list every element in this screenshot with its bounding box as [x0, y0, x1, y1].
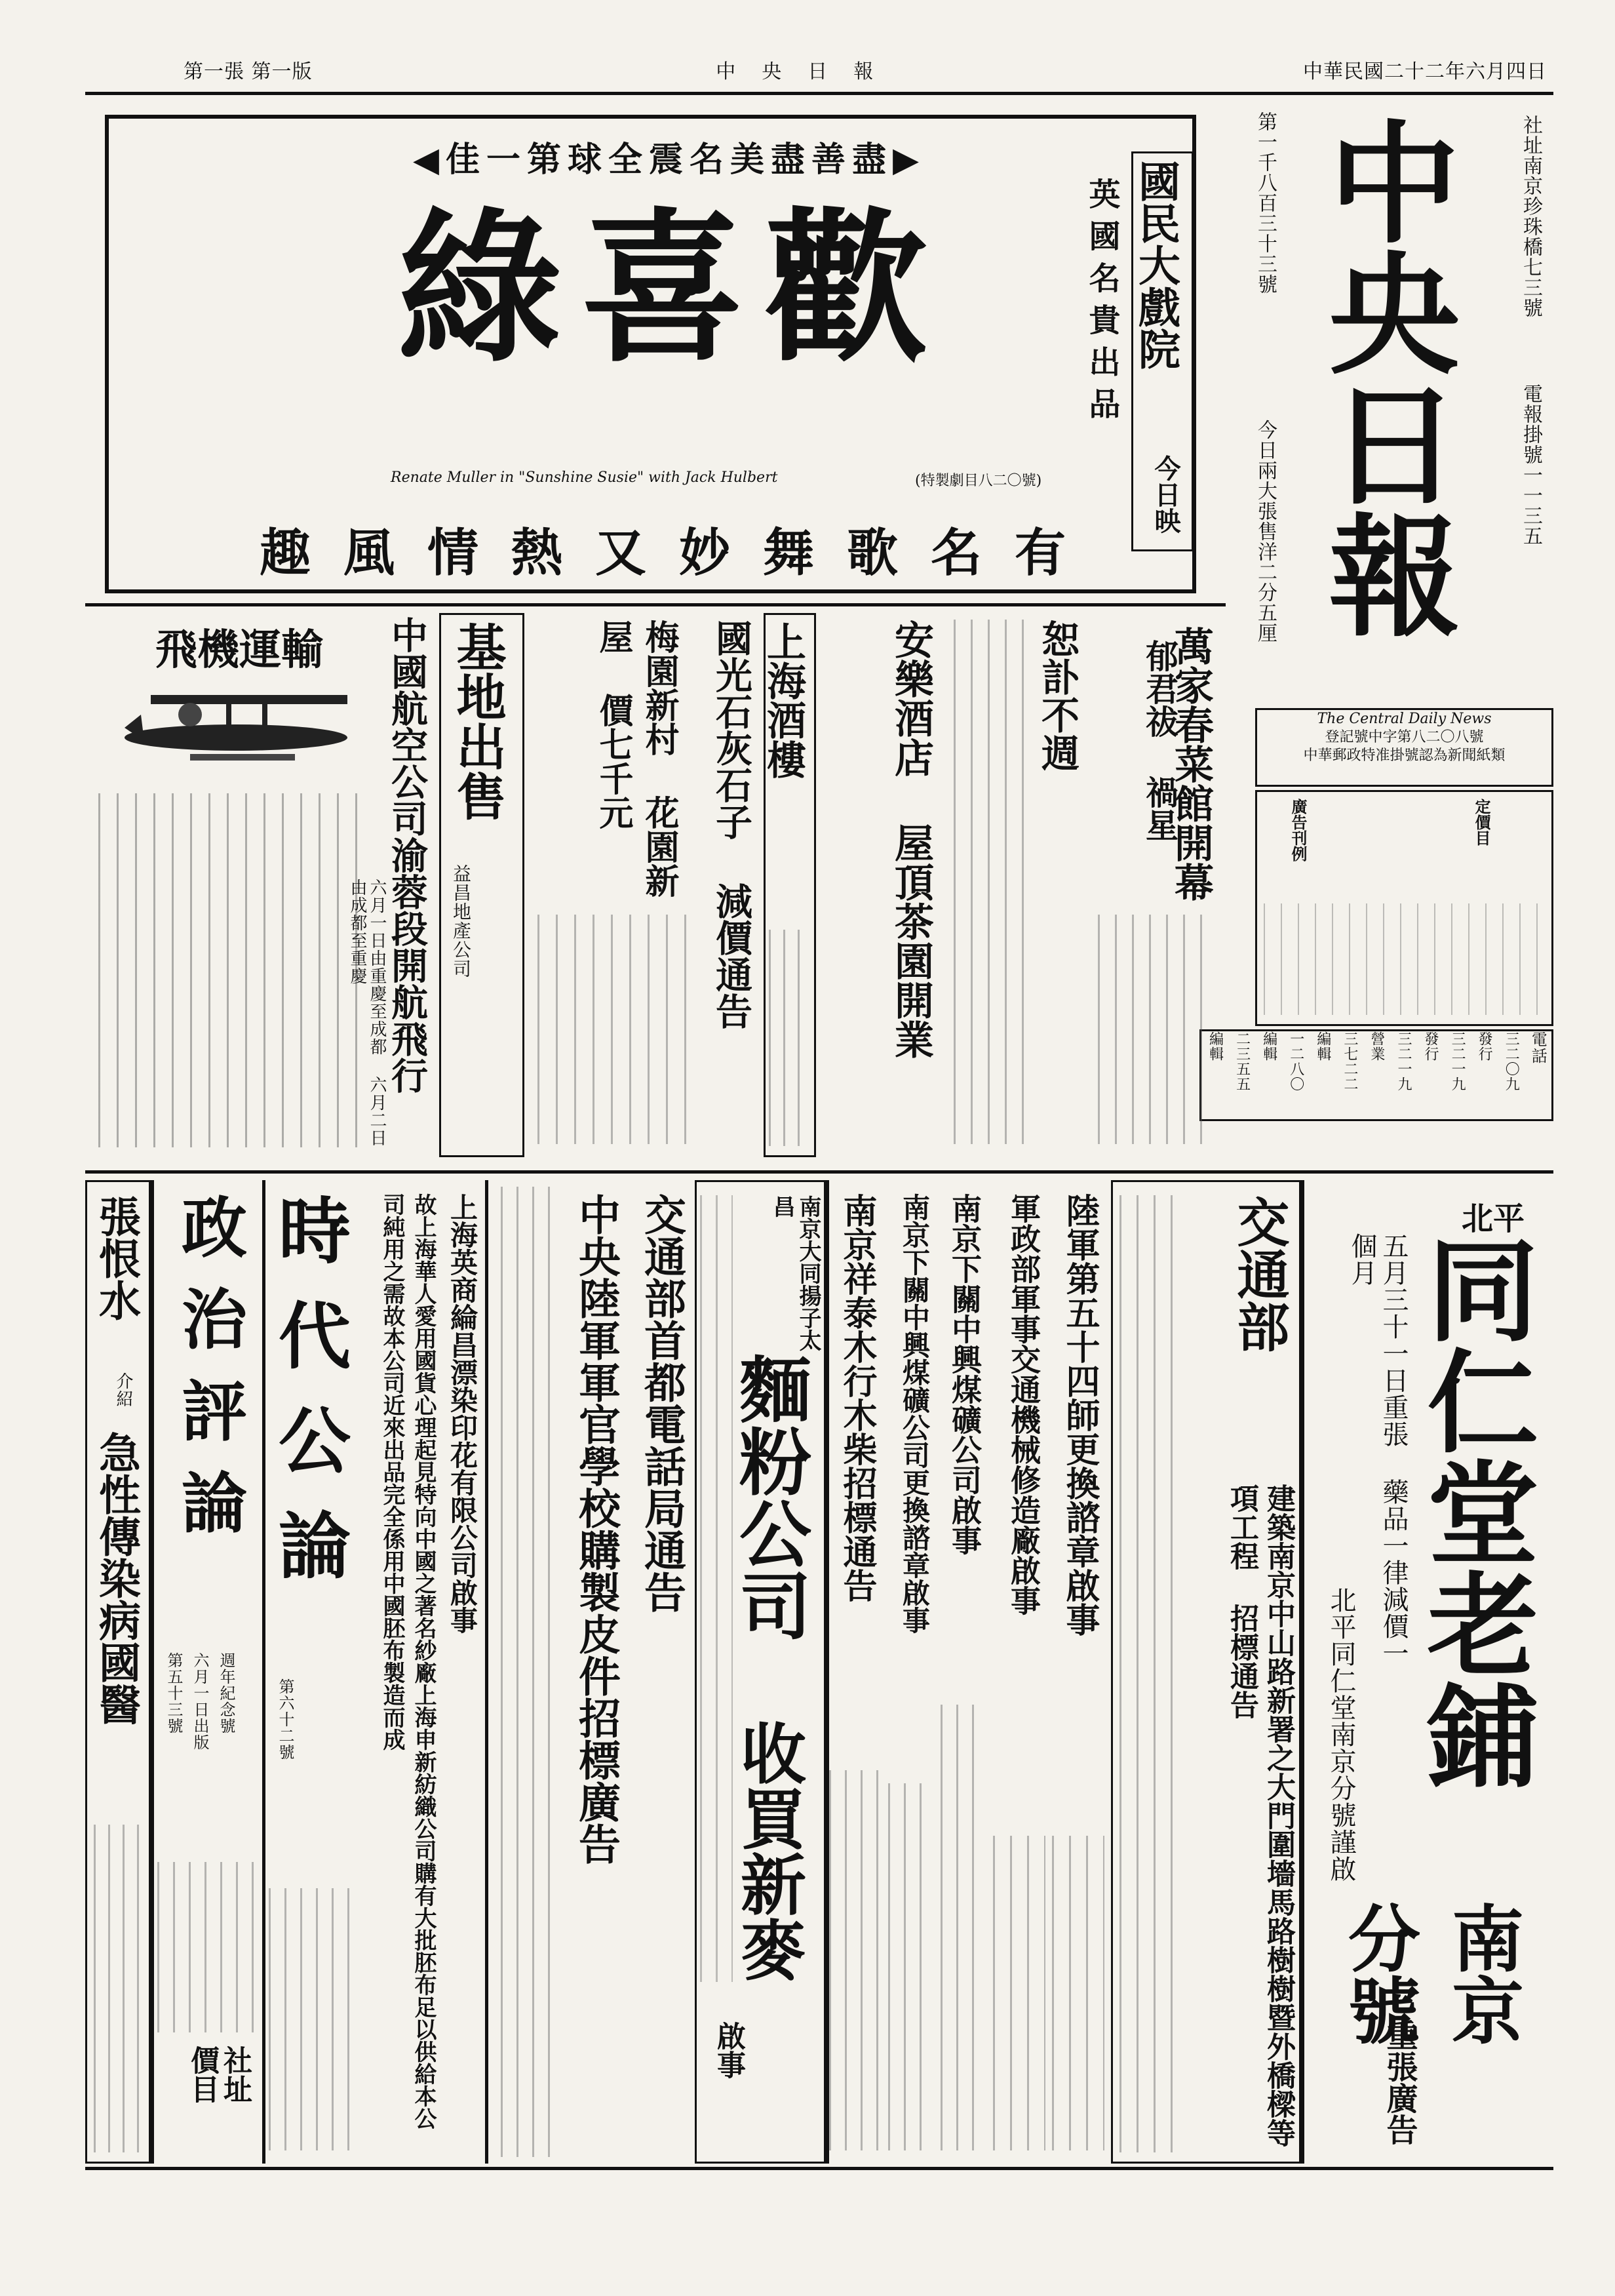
yu-title: 郁君祓 禍星 — [1140, 639, 1178, 841]
flour-title: 麵粉公司 — [728, 1353, 811, 1641]
price-addr: 社址 — [218, 2046, 252, 2103]
zhang-name: 張恨水 — [92, 1195, 140, 1321]
dept-5: 編輯 — [1260, 1031, 1277, 1061]
tongren-loc: 北平 — [1462, 1200, 1525, 1237]
politics-title: 政治評論 — [170, 1193, 247, 1560]
col-rule-5 — [151, 1180, 154, 2164]
ministry-name: 交通部 — [1228, 1195, 1289, 1353]
masthead-issue-no: 第一千八百三十三號 — [1254, 111, 1277, 294]
wanjia-ad — [1154, 613, 1226, 1157]
shanghai-title: 上海酒樓 — [760, 622, 806, 779]
ads-title: 廣告刊例 — [1289, 799, 1307, 861]
tongren-ad — [1304, 1180, 1553, 2164]
land-title: 基地出售 — [448, 622, 507, 821]
masthead-cable: 電報掛號一一三五 — [1519, 384, 1542, 546]
politics-no: 第五十三號 — [165, 1652, 183, 1734]
phone-label: 電話 — [1528, 1031, 1547, 1064]
aviation-ad — [383, 610, 436, 1160]
politics-review — [151, 1180, 262, 2164]
politics-ann: 週年紀念號 — [217, 1652, 235, 1734]
film-banner: ◀佳一第球全震名美盡善盡▶ — [412, 140, 925, 180]
ministry-title: 建築南京中山路新署之大門圍墻馬路樹樹暨外橋樑等項工程 招標通告 — [1225, 1484, 1295, 2147]
army-notice — [1049, 1180, 1108, 2164]
banner-left-arrow-icon: ◀ — [412, 140, 446, 180]
lime-ad — [698, 613, 760, 1157]
dye-title: 上海英商綸昌漂染印花有限公司啟事 — [446, 1193, 478, 1634]
airmail-title: 飛機運輸 — [155, 626, 323, 675]
garden-body — [537, 915, 688, 1144]
tongren-branch: 南京分號 — [1336, 1901, 1524, 2046]
col-rule-1 — [1301, 1180, 1304, 2164]
coal2-body — [888, 1783, 934, 2150]
flour-loc: 南京大同揚子太昌 — [769, 1195, 821, 1351]
phone-3: 三二一九 — [1395, 1031, 1412, 1092]
ministry-notice — [1111, 1180, 1301, 2164]
tongren-sign: 北平同仁堂南京分號謹啟 — [1326, 1587, 1356, 1882]
film-caption-cn: (特製劇目八二〇號) — [915, 473, 1042, 489]
reg-number: 登記號中字第八二〇八號 — [1325, 729, 1484, 745]
thanks-notice — [947, 613, 1091, 1157]
header-date: 中華民國二十二年六月四日 — [1302, 60, 1547, 83]
zhang-ad — [85, 1180, 151, 2164]
wanjia-title: 萬家春菜館開幕 — [1168, 626, 1214, 901]
telecom-block — [629, 1180, 695, 2164]
phone-5: 一二八〇 — [1287, 1031, 1304, 1092]
film-ad — [105, 115, 1196, 593]
times-body — [269, 1888, 360, 2150]
banner-right-arrow-icon: ▶ — [893, 140, 925, 180]
bottom-rule — [85, 2167, 1553, 2170]
phone-4: 三七二二 — [1341, 1031, 1358, 1092]
telecom-title: 交通部首都電話局通告 — [637, 1193, 686, 1613]
aviation-title: 中國航空公司渝蓉段開航飛行 — [385, 616, 428, 1094]
xiangtai-title: 南京祥泰木行木柴招標通告 — [837, 1193, 876, 1602]
phone-6: 二三五五 — [1234, 1031, 1251, 1092]
airmail-body — [98, 793, 374, 1147]
flour-ann: 啟事 — [712, 2021, 745, 2079]
times-review — [262, 1180, 367, 2164]
garden-ad — [531, 613, 695, 1157]
zhang-intro: 介紹 — [113, 1372, 133, 1408]
registration-box — [1255, 708, 1553, 787]
dept-6: 編輯 — [1207, 1031, 1224, 1061]
coal-notice-1 — [937, 1180, 990, 2164]
shanghai-restaurant-ad — [760, 613, 816, 1157]
garden-title: 梅園新村 花園新屋 價七千元 — [593, 620, 678, 898]
anle-hotel-ad — [819, 613, 944, 1157]
masthead-price: 今日兩大張售洋二分五厘 — [1254, 420, 1277, 643]
disease-title: 急性傳染病國醫 — [92, 1431, 140, 1725]
subscription-box — [1255, 790, 1553, 1026]
film-caption-en: Renate Muller in "Sunshine Susie" with Jack Hulbert — [391, 469, 778, 486]
airmail-ad — [92, 610, 380, 1160]
tongren-sub: 五月三十一日重張 藥品一律減價一個月 — [1347, 1233, 1409, 1667]
shanghai-body — [769, 930, 811, 1146]
film-origin: 英國名貴出品 — [1083, 178, 1120, 429]
col-rule-3 — [485, 1180, 488, 2164]
flour-wheat: 收買新麥 — [730, 1720, 806, 1982]
times-no: 第六十二號 — [276, 1678, 294, 1760]
row2-top-rule — [85, 603, 1226, 606]
rates-title: 定價目 — [1472, 799, 1490, 846]
dept-4: 編輯 — [1314, 1031, 1331, 1061]
coal1-title: 南京下關中興煤礦公司啟事 — [947, 1193, 983, 1555]
land-company: 益昌地產公司 — [450, 864, 472, 978]
arsenal-notice — [990, 1180, 1049, 2164]
school-title: 中央陸軍軍官學校購製皮件招標廣告 — [572, 1193, 620, 1865]
school-block — [564, 1180, 629, 2164]
dye-sub: 故上海華人愛用國貨心理起見特向中國之著名紗廠上海申新紡織公司購有大批胚布足以供給本公司純用之需故本公司近來出品完全係用中國胚布製造而成 — [379, 1193, 437, 2129]
header-strip — [184, 62, 1547, 89]
theatre-name: 國民大戲院 — [1131, 160, 1180, 370]
film-theatre-box — [1131, 151, 1194, 551]
film-slogan: 趣風情熱又妙舞歌名有 — [259, 524, 1099, 583]
reg-english: The Central Daily News — [1317, 711, 1492, 727]
header-rule — [85, 92, 1553, 95]
army-title: 陸軍第五十四師更換諮章啟事 — [1060, 1193, 1099, 1636]
ministry-body — [1119, 1195, 1185, 2152]
phone-2: 三二一九 — [1449, 1031, 1466, 1092]
reg-text: 中華郵政特准掛號認為新聞紙類 — [1303, 747, 1506, 764]
coal2-title: 南京下關中興煤礦公司更換諮章啟事 — [899, 1193, 931, 1634]
xiangtai-notice — [826, 1180, 885, 2164]
arsenal-title: 軍政部軍事交通機械修造廠啟事 — [1006, 1193, 1041, 1615]
airplane-icon — [111, 675, 367, 774]
flour-ad — [695, 1180, 826, 2164]
masthead-title: 中央日報 — [1307, 115, 1460, 639]
col-rule-4 — [262, 1180, 265, 2164]
masthead-address: 社址南京珍珠橋七三號 — [1519, 115, 1542, 318]
thanks-title: 恕訃不週 — [1035, 620, 1080, 772]
film-title: 綠喜歡 — [397, 193, 948, 384]
header-paper-name: 中央日報 — [716, 60, 900, 83]
dye-notice — [367, 1180, 485, 2164]
thanks-body — [954, 620, 1026, 1144]
header-issue: 第一張 第一版 — [184, 60, 313, 83]
anle-title: 安樂酒店 屋頂茶園開業 — [888, 620, 934, 1059]
flour-body — [700, 1195, 733, 1982]
dept-3: 營業 — [1368, 1031, 1385, 1061]
tongren-title: 同仁堂老鋪 — [1408, 1233, 1538, 1790]
arsenal-body — [993, 1836, 1045, 2150]
rates-text — [1264, 903, 1546, 1015]
phone-box — [1199, 1029, 1553, 1121]
price-title: 價目 — [185, 2046, 219, 2103]
col-rule-2 — [826, 1180, 829, 2164]
tongren-tag: 重張廣告 — [1381, 2019, 1418, 2145]
land-ad — [439, 613, 524, 1157]
army-body — [1052, 1836, 1104, 2150]
politics-date: 六月一日出版 — [191, 1652, 209, 1751]
xiangtai-body — [829, 1770, 882, 2150]
coal1-body — [941, 1705, 986, 2150]
telecom-school-body — [485, 1187, 560, 2157]
dept-2: 發行 — [1422, 1031, 1439, 1061]
dept-1: 發行 — [1476, 1031, 1493, 1061]
times-title: 時代公論 — [267, 1193, 351, 1613]
row3-top-rule — [85, 1170, 1553, 1174]
zhang-body — [94, 1825, 146, 2152]
coal-notice-2 — [885, 1180, 937, 2164]
politics-body — [157, 1862, 256, 2032]
phone-1: 三二〇九 — [1503, 1031, 1520, 1092]
lime-title: 國光石灰石子 減價通告 — [710, 620, 752, 1029]
theatre-today: 今日映 — [1150, 455, 1180, 534]
aviation-date: 六月一日由重慶至成都 六月二日由成都至重慶 — [347, 879, 387, 1147]
